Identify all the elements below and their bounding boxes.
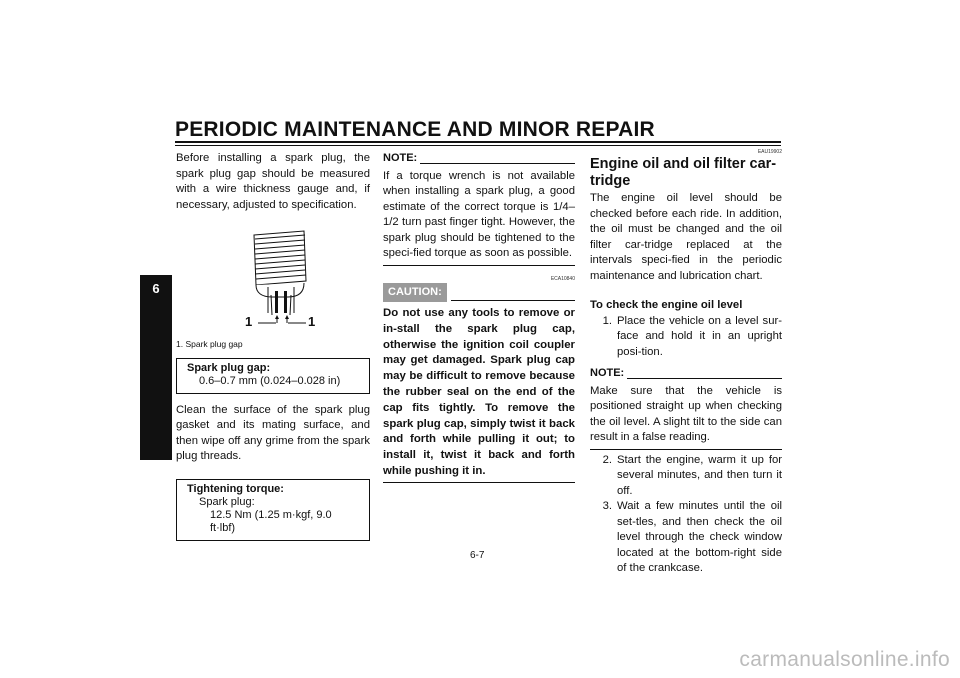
oil-note-heading-rule [627, 378, 782, 379]
header-rule [175, 141, 781, 143]
caution-heading [383, 283, 575, 303]
note-label: NOTE: [383, 152, 418, 164]
section-code: EAU19902 [757, 149, 782, 155]
oil-note-text: Make sure that the vehicle is positioned straight up when checking the oil level. A slight tilt to the side can result in a false reading. [590, 384, 782, 443]
watermark-footer: carmanualsonline.info [739, 648, 950, 671]
oil-intro-text: The engine oil level should be checked before each ride. In addition, the oil must be changed and the oil filter car-tridge replaced at the intervals speci-fied in the periodic maintenance and lubrication chart. [590, 192, 782, 282]
oil-note-label: NOTE: [590, 367, 625, 379]
figure-callout-1-right: 1 [308, 314, 316, 329]
step-2-number: 2. [602, 453, 612, 466]
page-number: 6-7 [470, 550, 485, 561]
caution-code: ECA10840 [550, 275, 575, 282]
spark-plug-gap-box [176, 358, 370, 394]
step-3 [590, 499, 782, 577]
clean-surface-text: Clean the surface of the spark plug gasket and its mating surface, and then wipe off any grime from the spark plug threads. [176, 403, 370, 462]
torque-box-value: 12.5 Nm (1.25 m·kgf, 9.0 ft·lbf) [210, 508, 332, 534]
column-2 [383, 151, 575, 483]
note-heading [383, 151, 575, 167]
step-1-text: Place the vehicle on a level sur-face and hold it in an upright posi-tion. [617, 314, 782, 358]
page-title: PERIODIC MAINTENANCE AND MINOR REPAIR [175, 118, 655, 141]
step-2-text: Start the engine, warm it up for several minutes, and then turn it off. [617, 453, 782, 497]
spark-plug-gap-illustration [176, 225, 370, 343]
caution-end-rule [383, 482, 575, 483]
figure-callout-1-left: 1 [245, 314, 253, 329]
caution-label: CAUTION: [383, 283, 447, 303]
section-title: Engine oil and oil filter car-tridge [590, 156, 777, 189]
oil-note-heading [590, 366, 782, 382]
caution-text: Do not use any tools to remove or in-stall the spark plug cap, otherwise the ignition coil coupler may get damaged. Spark plug cap may be difficult to remove because the rubber seal on the end of the cap fits tightly. To remove the spark plug cap, simply twist it back and forth while pulling it out; to install it, twist it back and forth while pushing it in. [383, 307, 575, 477]
figure-caption: 1. Spark plug gap [176, 339, 243, 349]
gap-box-title: Spark plug gap: [187, 361, 271, 374]
tightening-torque-box [176, 479, 370, 541]
torque-box-title: Tightening torque: [187, 482, 284, 495]
note-heading-rule [420, 163, 575, 164]
chapter-side-tab [140, 275, 172, 460]
gap-box-value: 0.6–0.7 mm (0.024–0.028 in) [199, 374, 341, 387]
spark-plug-figure [176, 225, 370, 343]
torque-box-item: Spark plug: [199, 495, 255, 508]
step-1 [590, 314, 782, 361]
step-1-number: 1. [602, 314, 612, 327]
oil-note-end-rule [590, 449, 782, 450]
step-3-text: Wait a few minutes until the oil set-tles, and then check the oil level through the check window located at the bottom-right side of the crankcase. [617, 500, 782, 574]
note-end-rule [383, 265, 575, 266]
caution-heading-rule [451, 300, 575, 301]
note-text: If a torque wrench is not available when installing a spark plug, a good estimate of the correct torque is 1/4–1/2 turn past finger tight. However, the spark plug should be tightened to the speci-fied torque as soon as possible. [383, 169, 575, 259]
step-3-number: 3. [602, 500, 612, 512]
chapter-number: 6 [152, 281, 160, 296]
check-oil-subheading: To check the engine oil level [590, 299, 743, 311]
column-1 [176, 151, 370, 541]
spark-plug-intro: Before installing a spark plug, the spark plug gap should be measured with a wire thickness gauge and, if necessary, adjusted to specification. [176, 152, 370, 211]
step-2 [590, 453, 782, 500]
column-3 [590, 151, 782, 577]
header-rule-thin [175, 145, 781, 146]
